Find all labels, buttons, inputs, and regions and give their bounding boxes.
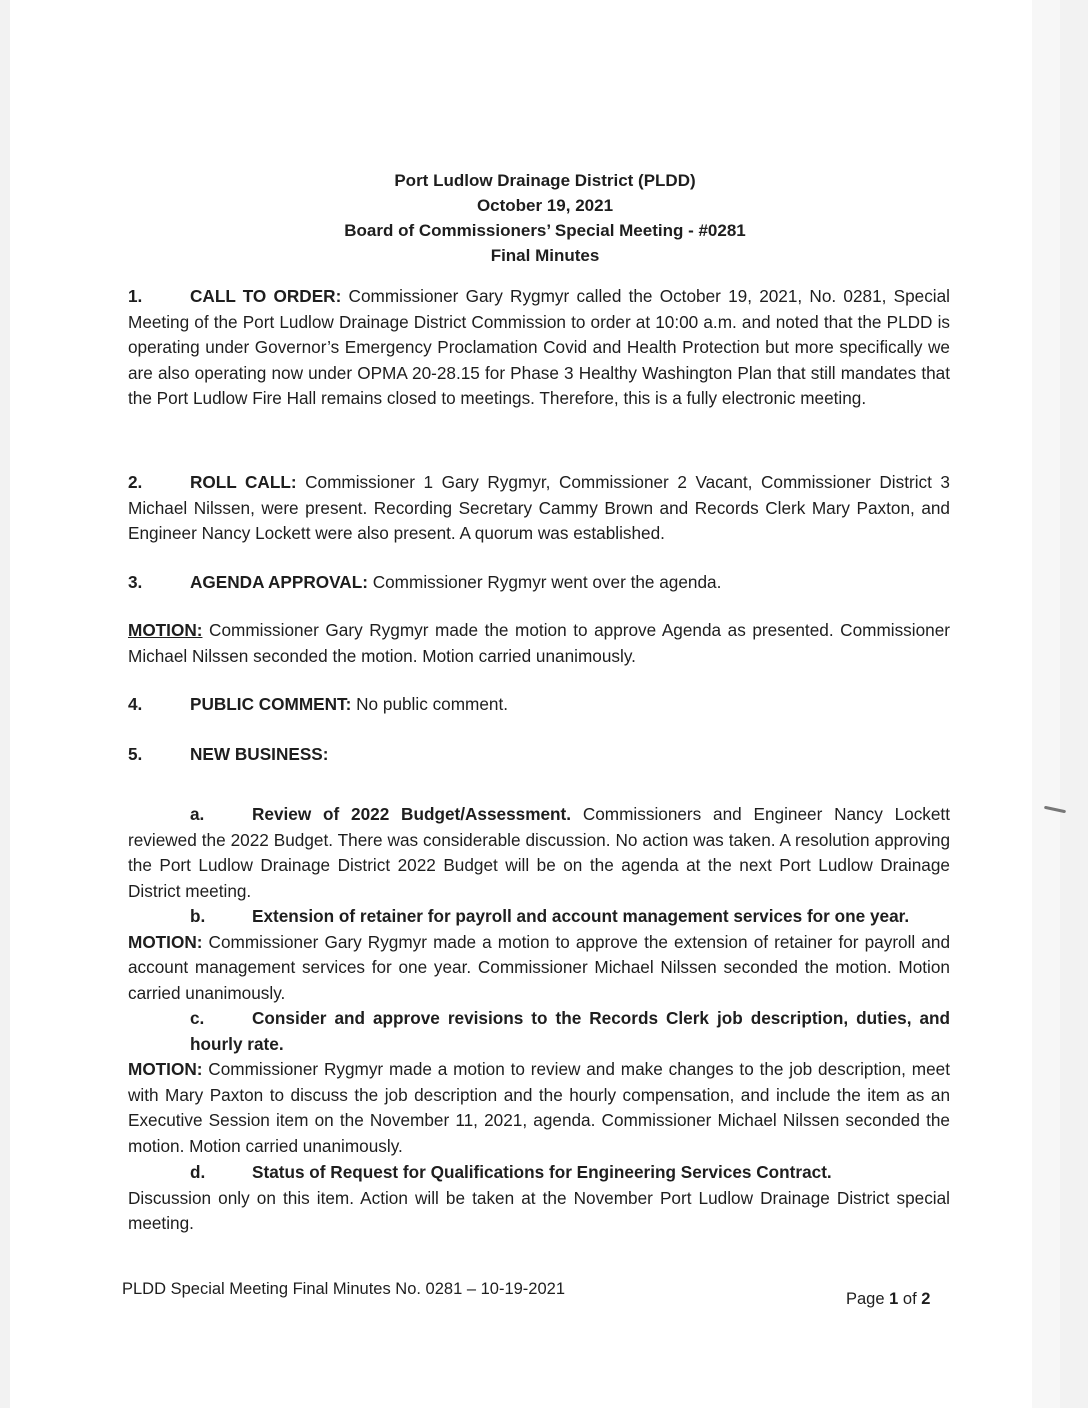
section-call-to-order (128, 284, 950, 412)
page-prefix: Page (846, 1290, 890, 1308)
motion-text: Commissioner Gary Rygmyr made a motion to approve the extension of retainer for payroll and account management services for one year. Commissioner Michael Nilssen seconded the motion. Motion carried unanimously. (128, 931, 950, 1003)
section-title: CALL TO ORDER: (190, 286, 342, 306)
header-meeting-title: Board of Commissioners’ Special Meeting - #0281 (344, 221, 746, 240)
section-title: ROLL CALL: (190, 472, 297, 492)
page-of: of (898, 1290, 922, 1308)
document-page (10, 0, 1060, 1408)
agenda-motion (128, 618, 950, 669)
item-title: Extension of retainer for payroll and account management services for one year. (252, 906, 910, 926)
header-district: Port Ludlow Drainage District (PLDD) (394, 171, 696, 190)
motion-label: MOTION: (128, 931, 203, 952)
item-title: Status of Request for Qualifications for Engineering Services Contract. (252, 1162, 832, 1182)
motion-text: Commissioner Gary Rygmyr made the motion to approve Agenda as presented. Commissioner Michael Nilssen seconded the motion. Motion carried unanimously. (128, 620, 950, 666)
item-letter: d. (190, 1162, 206, 1182)
new-business-item-c (128, 1006, 950, 1159)
section-roll-call (128, 470, 950, 547)
item-letter: a. (190, 804, 205, 824)
page-current: 1 (889, 1290, 899, 1308)
document-header (10, 168, 1080, 268)
section-number: 5. (128, 744, 143, 764)
section-new-business (128, 742, 950, 768)
motion-text: Commissioner Rygmyr made a motion to review and make changes to the job description, meet with Mary Paxton to discuss the job description and the hourly compensation, and include the item as an Executive Session item on the November 11, 2021, agenda. Commissioner Michael Nilssen seconded the motion. Motion carried unanimously. (128, 1059, 950, 1156)
section-text: Commissioner Rygmyr went over the agenda. (367, 572, 722, 592)
item-title: Review of 2022 Budget/Assessment. (252, 804, 572, 824)
header-status: Final Minutes (490, 246, 600, 265)
footer-page-number (846, 1290, 930, 1309)
section-public-comment (128, 692, 950, 718)
section-number: 4. (128, 694, 143, 714)
section-number: 1. (128, 286, 143, 306)
item-title: Consider and approve revisions to the Records Clerk job description, duties, and hourly rate. (190, 1008, 950, 1054)
header-date: October 19, 2021 (476, 196, 614, 215)
item-letter: b. (190, 906, 206, 926)
section-number: 3. (128, 572, 143, 592)
motion-label: MOTION: (128, 1059, 203, 1079)
new-business-item-b (128, 904, 950, 1006)
section-agenda-approval (128, 570, 950, 596)
section-title: NEW BUSINESS: (190, 744, 329, 764)
item-letter: c. (190, 1008, 205, 1028)
section-text: No public comment. (351, 694, 509, 714)
page-total: 2 (921, 1290, 931, 1308)
new-business-item-a (128, 802, 950, 904)
section-text: Commissioner Gary Rygmyr called the October 19, 2021, No. 0281, Special Meeting of the Port Ludlow Drainage District Commission to order at 10:00 a.m. and noted that the PLDD is operating under Governor’s Emergency Proclamation Covid and Health Protection but more specifically we are also operating now under OPMA 20-28.15 for Phase 3 Healthy Washington Plan that still mandates that the Port Ludlow Fire Hall remains closed to meetings. Therefore, this is a fully electronic meeting. (128, 286, 950, 408)
section-title: PUBLIC COMMENT: (190, 694, 352, 714)
footer-document-id: PLDD Special Meeting Final Minutes No. 0281 – 10-19-2021 (122, 1280, 566, 1298)
motion-label: MOTION: (128, 620, 203, 640)
section-text: Commissioner 1 Gary Rygmyr, Commissioner 2 Vacant, Commissioner District 3 Michael Nilssen, were present. Recording Secretary Cammy Brown and Records Clerk Mary Paxton, and Engineer Nancy Lockett were also present. A quorum was established. (128, 472, 950, 543)
item-text: Commissioners and Engineer Nancy Lockett reviewed the 2022 Budget. There was considerable discussion. No action was taken. A resolution approving the Port Ludlow Drainage District 2022 Budget will be on the agenda at the next Port Ludlow Drainage District meeting. (128, 804, 950, 901)
new-business-item-d (128, 1160, 950, 1237)
section-number: 2. (128, 472, 143, 492)
section-title: AGENDA APPROVAL: (190, 572, 368, 592)
item-text: Discussion only on this item. Action will be taken at the November Port Ludlow Drainage District special meeting. (128, 1187, 950, 1233)
